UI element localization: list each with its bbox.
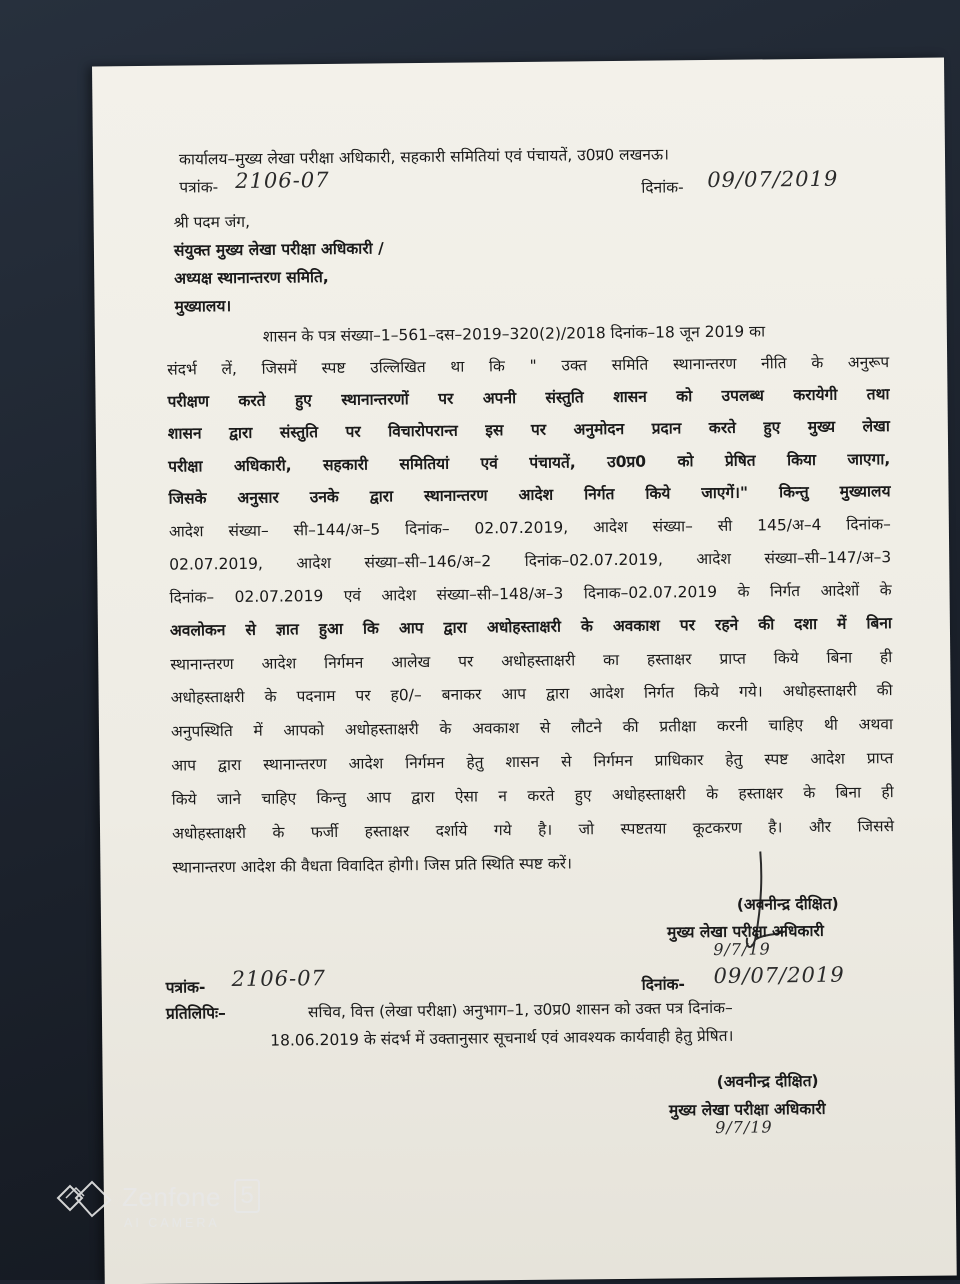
copy-ref-number-handwritten: 2106-07	[231, 966, 326, 992]
signatory-name: (अवनीन्द्र दीक्षित)	[716, 1071, 819, 1091]
signature-date: 9/7/19	[715, 1117, 773, 1137]
signatory-title: मुख्य लेखा परीक्षा अधिकारी	[667, 921, 824, 942]
body-line: स्थानान्तरण आदेश निर्गमन आलेख पर अधोहस्ताक्षरी का हस्ताक्षर प्राप्त किये बिना ही	[170, 648, 893, 674]
body-line: जिसके अनुसार उनके द्वारा स्थानान्तरण आदेश निर्गत किये जाएगें।" किन्तु मुख्यालय	[168, 482, 891, 508]
body-line: परीक्षण करते हुए स्थानान्तरणों पर अपनी संस्तुति शासन को उपलब्ध करायेगी तथा	[167, 385, 890, 411]
camera-logo-icon	[52, 1178, 116, 1218]
camera-subtitle: AI CAMERA	[124, 1216, 220, 1230]
copy-text-line: सचिव, वित्त (लेखा परीक्षा) अनुभाग–1, उ0प्र0 शासन को उक्त पत्र दिनांक–	[307, 998, 733, 1022]
body-line: अधोहस्ताक्षरी के पदनाम पर ह0/– बनाकर आप द्वारा आदेश निर्गत किये गये। अधोहस्ताक्षरी की	[170, 681, 893, 707]
body-line: संदर्भ लें, जिसमें स्पष्ट उल्लिखित था कि " उक्त समिति स्थानान्तरण नीति के अनुरूप	[167, 353, 890, 379]
body-line: अनुपस्थिति में आपको अधोहस्ताक्षरी के अवकाश से लौटने की प्रतीक्षा करनी चाहिए थी अथवा	[170, 715, 894, 741]
body-line: स्थानान्तरण आदेश की वैधता विवादित होगी। जिस प्रति स्थिति स्पष्ट करें।	[172, 854, 573, 877]
camera-brand: Zenfone	[122, 1182, 221, 1212]
letter-page	[92, 58, 957, 1284]
body-line: दिनांक– 02.07.2019 एवं आदेश संख्या–सी–148/अ–3 दिनाक–02.07.2019 के निर्गत आदेशों के	[169, 581, 892, 607]
date-handwritten: 09/07/2019	[707, 166, 839, 193]
body-line: शासन के पत्र संख्या–1–561–दस–2019–320(2)/2018 दिनांक–18 जून 2019 का	[262, 322, 766, 346]
body-line: अवलोकन से ज्ञात हुआ कि आप द्वारा अधोहस्ताक्षरी के अवकाश पर रहने की दशा में बिना	[169, 614, 892, 640]
signatory-title: मुख्य लेखा परीक्षा अधिकारी	[668, 1099, 826, 1120]
addressee-line: संयुक्त मुख्य लेखा परीक्षा अधिकारी /	[173, 239, 384, 260]
body-line: परीक्षा अधिकारी, सहकारी समितियां एवं पंचायतें, उ0प्र0 को प्रेषित किया जाएगा,	[168, 450, 891, 476]
body-line: 02.07.2019, आदेश संख्या–सी–146/अ–2 दिनांक–02.07.2019, आदेश संख्या–सी–147/अ–3	[169, 548, 892, 574]
copy-text-line: 18.06.2019 के संदर्भ में उक्तानुसार सूचनार्थ एवं आवश्यक कार्यवाही हेतु प्रेषित।	[270, 1026, 734, 1050]
copy-date-label: दिनांक-	[641, 975, 685, 994]
signature-date: 9/7/19	[713, 939, 771, 960]
ref-label: पत्रांक-	[179, 178, 219, 197]
body-line: आप द्वारा स्थानान्तरण आदेश निर्गमन हेतु शासन से निर्गमन प्राधिकार हेतु स्पष्ट आदेश प्राप्त	[171, 749, 894, 775]
office-header: कार्यालय–मुख्य लेखा परीक्षा अधिकारी, सहकारी समितियां एवं पंचायतें, उ0प्र0 लखनऊ।	[178, 145, 670, 169]
body-line: शासन द्वारा संस्तुति पर विचारोपरान्त इस पर अनुमोदन प्रदान करते हुए मुख्य लेखा	[167, 417, 890, 443]
copy-ref-label: पत्रांक-	[165, 978, 206, 997]
ref-number-handwritten: 2106-07	[235, 167, 330, 193]
body-line: अधोहस्ताक्षरी के फर्जी हस्ताक्षर दर्शाये गये है। जो स्पष्टतया कूटकरण है। और जिससे	[171, 817, 895, 843]
copy-date-handwritten: 09/07/2019	[713, 962, 845, 989]
camera-model: 5	[234, 1179, 260, 1213]
addressee-line: मुख्यालय।	[174, 297, 232, 316]
copy-label: प्रतिलिपिः–	[165, 1004, 226, 1023]
date-label: दिनांक-	[641, 178, 684, 197]
addressee-line: अध्यक्ष स्थानान्तरण समिति,	[174, 267, 329, 288]
addressee-line: श्री पदम जंग,	[173, 212, 251, 232]
signatory-name: (अवनीन्द्र दीक्षित)	[736, 894, 839, 914]
body-line: किये जाने चाहिए किन्तु आप द्वारा ऐसा न करते हुए अधोहस्ताक्षरी के हस्ताक्षर के बिना ही	[171, 783, 894, 809]
body-line: आदेश संख्या– सी–144/अ–5 दिनांक– 02.07.2019, आदेश संख्या– सी 145/अ–4 दिनांक–	[168, 515, 891, 541]
